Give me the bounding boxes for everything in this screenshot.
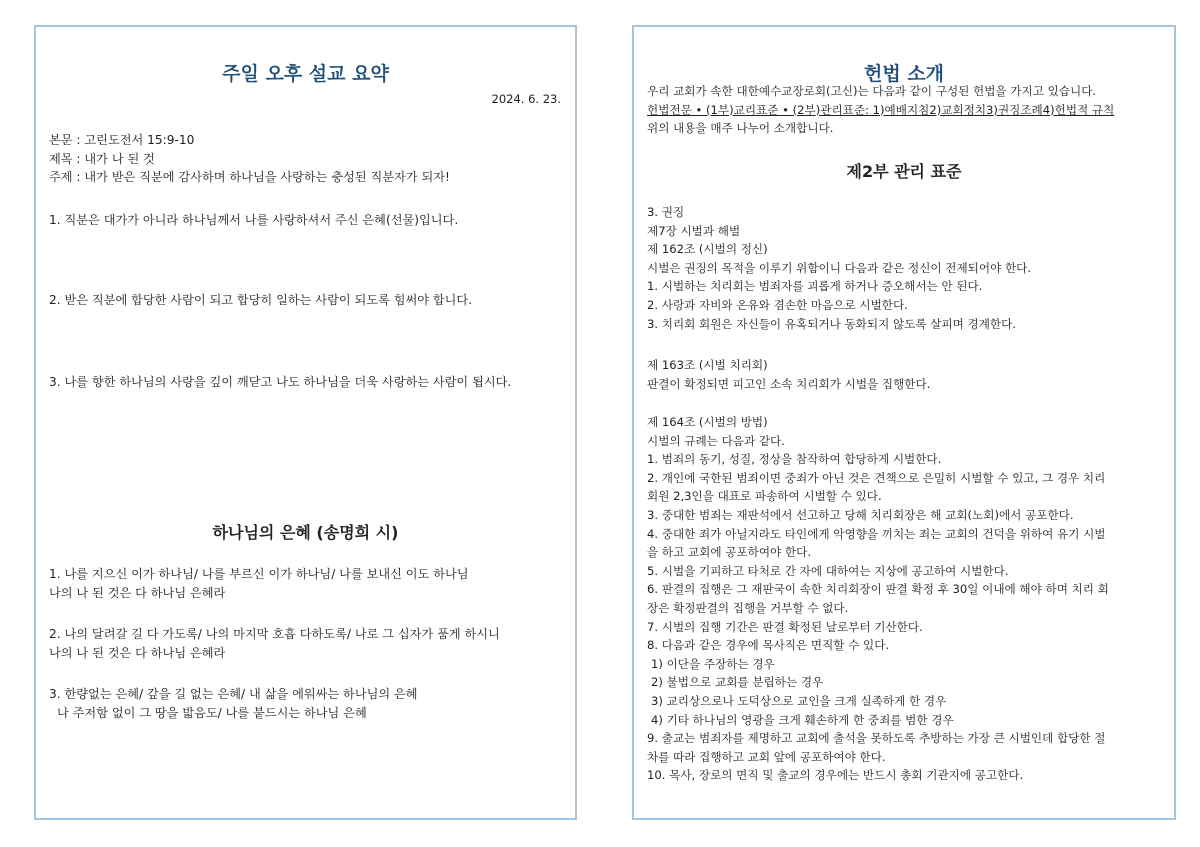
section-line: 2) 불법으로 교회를 분립하는 경우 [651,675,824,690]
constitution-title: 헌법 소개 [863,63,945,85]
sermon-date: 2024. 6. 23. [491,92,561,106]
section-line: 회원 2,3인을 대표로 파송하여 시벌할 수 있다. [647,489,882,504]
poem-line: 3. 한량없는 은혜/ 갚을 길 없는 은혜/ 내 삶을 에워싸는 하나님의 은혜 [49,687,418,701]
intro-line: 위의 내용을 매주 나누어 소개합니다. [647,121,834,136]
section-line: 3) 교리상으로나 도덕상으로 교인을 크게 실족하게 한 경우 [651,693,947,708]
poem-line: 나 주저함 없이 그 땅을 밟음도/ 나를 붙드시는 하나님 은혜 [57,705,367,720]
poem-line: 2. 나의 달려갈 길 다 가도록/ 나의 마지막 호흡 다하도록/ 나로 그 십자가 품게 하시니 [49,627,500,641]
section-line: 2. 사랑과 자비와 온유와 겸손한 마음으로 시벌한다. [647,297,908,312]
section-164 [647,413,1162,785]
section-line: 시벌의 규례는 다음과 같다. [647,433,785,448]
constitution-panel [632,25,1176,820]
section-line: 7. 시벌의 집행 기간은 판결 확정된 날로부터 기산한다. [647,619,923,634]
constitution-intro [647,83,1162,139]
section-line: 3. 권징 [647,205,685,219]
section-line: 제 163조 (시벌 치리회) [647,358,768,372]
sermon-point-1: 1. 직분은 대가가 아니라 하나님께서 나를 사랑하셔서 주신 은혜(선물)입니다. [49,213,459,227]
section-162 [647,203,1162,333]
sermon-info [49,131,450,187]
section-line: 4) 기타 하나님의 영광을 크게 훼손하게 한 중죄를 범한 경우 [651,712,954,727]
sermon-subject: 제목 : 내가 나 된 것 [49,151,155,166]
part-title: 제2부 관리 표준 [846,162,962,181]
section-line: 3. 중대한 범죄는 재판석에서 선고하고 당해 치리회장은 해 교회(노회)에서 공포한다. [647,507,1074,522]
poem-verse-3 [49,685,418,722]
sermon-point-3: 3. 나를 향한 하나님의 사랑을 깊이 깨닫고 나도 하나님을 더욱 사랑하는 사람이 됩시다. [49,375,512,389]
section-line: 10. 목사, 장로의 면직 및 출교의 경우에는 반드시 총회 기관지에 공고한다. [647,768,1024,783]
sermon-title: 주일 오후 설교 요약 [222,63,389,85]
section-line: 판결이 확정되면 피고인 소속 치리회가 시벌을 집행한다. [647,376,931,391]
section-163 [647,356,1162,393]
section-line: 1. 시벌하는 치리회는 범죄자를 괴롭게 하거나 증오해서는 안 된다. [647,279,983,294]
section-line: 시벌은 권징의 목적을 이루기 위함이니 다음과 같은 정신이 전제되어야 한다. [647,260,1032,275]
section-line: 제 164조 (시벌의 방법) [647,415,768,429]
section-line: 9. 출교는 범죄자를 제명하고 교회에 출석을 못하도록 추방하는 가장 큰 시벌인데 합당한 절 [647,731,1106,746]
section-line: 8. 다음과 같은 경우에 목사직은 면직할 수 있다. [647,638,890,653]
section-line: 1. 범죄의 동기, 성질, 정상을 참작하여 합당하게 시벌한다. [647,452,942,467]
section-line: 차를 따라 집행하고 교회 앞에 공포하여야 한다. [647,749,886,764]
constitution-structure-line: 헌법전문 • (1부)교리표준 • (2부)관리표준: 1)예배지침2)교회정치3)권징조례4)헌법적 규칙 [647,102,1115,117]
section-line: 5. 시벌을 기피하고 타처로 간 자에 대하여는 지상에 공고하여 시벌한다. [647,563,1009,578]
poem-line: 나의 나 된 것은 다 하나님 은혜라 [49,645,226,660]
section-line: 을 하고 교회에 공포하여야 한다. [647,545,812,560]
section-line: 1) 이단을 주장하는 경우 [651,656,775,671]
section-line: 4. 중대한 죄가 아닐지라도 타인에게 악영향을 끼치는 죄는 교회의 건덕을 위하여 유기 시벌 [647,526,1106,541]
section-line: 장은 확정판결의 집행을 거부할 수 없다. [647,600,849,615]
intro-line: 우리 교회가 속한 대한예수교장로회(고신)는 다음과 같이 구성된 헌법을 가지고 있습니다. [647,84,1097,98]
sermon-theme: 주제 : 내가 받은 직분에 감사하며 하나님을 사랑하는 충성된 직분자가 되자! [49,170,450,184]
section-line: 6. 판결의 집행은 그 재판국이 속한 치리회장이 판결 확정 후 30일 이내에 해야 하며 치리 회 [647,582,1109,597]
sermon-point-2: 2. 받은 직분에 합당한 사람이 되고 합당히 일하는 사람이 되도록 힘써야 합니다. [49,293,473,307]
section-line: 3. 치리회 회원은 자신들이 유혹되거나 동화되지 않도록 살피며 경계한다. [647,316,1017,331]
section-line: 2. 개인에 국한된 범죄이면 중죄가 아닌 것은 견책으로 은밀히 시벌할 수 있고, 그 경우 치리 [647,470,1106,485]
sermon-text: 본문 : 고린도전서 15:9-10 [49,133,195,147]
poem-title: 하나님의 은혜 (송명희 시) [212,523,399,542]
sermon-summary-panel [34,25,577,820]
poem-line: 1. 나를 지으신 이가 하나님/ 나를 부르신 이가 하나님/ 나를 보내신 이도 하나님 [49,567,469,581]
poem-line: 나의 나 된 것은 다 하나님 은혜라 [49,585,226,600]
poem-verse-1 [49,565,469,602]
section-line: 제 162조 (시벌의 정신) [647,242,768,257]
section-line: 제7장 시벌과 해벌 [647,223,741,238]
poem-verse-2 [49,625,500,662]
